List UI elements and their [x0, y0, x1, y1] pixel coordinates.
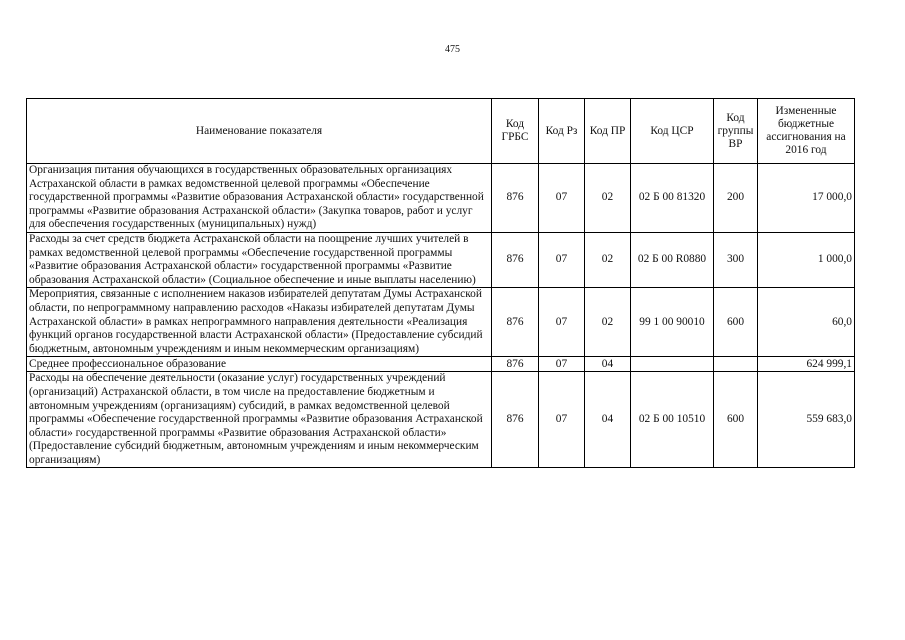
row-vr: 200 — [714, 164, 758, 233]
header-csr: Код ЦСР — [631, 99, 714, 164]
row-grbs: 876 — [492, 164, 539, 233]
row-pr: 04 — [585, 357, 631, 372]
header-grbs: Код ГРБС — [492, 99, 539, 164]
row-sum: 60,0 — [758, 288, 855, 357]
row-pr: 04 — [585, 372, 631, 468]
row-name: Расходы на обеспечение деятельности (оказание услуг) государственных учреждений (организаций) Астраханской области, в том числе на предоставление бюджетным и автономным учреждениям (организациям) субсидий, в рамках ведомственной целевой программы «Обеспечение государственной программы «Развитие образования Астраханской области» государственной программы «Развитие образования Астраханской области» (Предоставление субсидий бюджетным, автономным учреждениям и иным некоммерческим организациям) — [27, 372, 492, 468]
row-grbs: 876 — [492, 288, 539, 357]
table-row — [27, 164, 855, 233]
row-vr — [714, 357, 758, 372]
row-vr: 600 — [714, 288, 758, 357]
row-sum: 559 683,0 — [758, 372, 855, 468]
row-name: Организация питания обучающихся в государственных образовательных организациях Астраханской области в рамках ведомственной целевой программы «Обеспечение государственной программы «Развитие образования Астраханской области» государственной программы «Развитие образования Астраханской области» (Закупка товаров, работ и услуг для обеспечения государственных (муниципальных) нужд) — [27, 164, 492, 233]
table-row — [27, 288, 855, 357]
row-sum: 1 000,0 — [758, 232, 855, 287]
table-row — [27, 232, 855, 287]
page-number: 475 — [445, 44, 460, 55]
row-rz: 07 — [539, 232, 585, 287]
row-name: Среднее профессиональное образование — [27, 357, 492, 372]
table-row — [27, 372, 855, 468]
row-sum: 624 999,1 — [758, 357, 855, 372]
row-vr: 600 — [714, 372, 758, 468]
budget-table — [26, 98, 855, 468]
row-rz: 07 — [539, 357, 585, 372]
row-rz: 07 — [539, 164, 585, 233]
header-vr: Код группы ВР — [714, 99, 758, 164]
row-rz: 07 — [539, 372, 585, 468]
table-row — [27, 357, 855, 372]
row-pr: 02 — [585, 164, 631, 233]
row-name: Мероприятия, связанные с исполнением наказов избирателей депутатам Думы Астраханской области, по непрограммному направлению расходов «Наказы избирателей депутатам Думы Астраханской области» в рамках непрограммного направления деятельности «Реализация функций органов государственной власти Астраханской области» (Предоставление субсидий бюджетным, автономным учреждениям и иным некоммерческим организациям) — [27, 288, 492, 357]
row-rz: 07 — [539, 288, 585, 357]
row-csr: 02 Б 00 R0880 — [631, 232, 714, 287]
row-pr: 02 — [585, 232, 631, 287]
row-pr: 02 — [585, 288, 631, 357]
header-name: Наименование показателя — [27, 99, 492, 164]
row-csr — [631, 357, 714, 372]
row-csr: 02 Б 00 81320 — [631, 164, 714, 233]
row-grbs: 876 — [492, 357, 539, 372]
row-name: Расходы за счет средств бюджета Астраханской области на поощрение лучших учителей в рамках ведомственной целевой программы «Обеспечение государственной программы «Развитие образования Астраханской области» государственной программы «Развитие образования Астраханской области» (Социальное обеспечение и иные выплаты населению) — [27, 232, 492, 287]
header-sum: Измененные бюджетные ассигнования на 2016 год — [758, 99, 855, 164]
header-rz: Код Рз — [539, 99, 585, 164]
header-pr: Код ПР — [585, 99, 631, 164]
row-vr: 300 — [714, 232, 758, 287]
row-sum: 17 000,0 — [758, 164, 855, 233]
row-csr: 99 1 00 90010 — [631, 288, 714, 357]
row-grbs: 876 — [492, 232, 539, 287]
table-header-row — [27, 99, 855, 164]
row-csr: 02 Б 00 10510 — [631, 372, 714, 468]
row-grbs: 876 — [492, 372, 539, 468]
